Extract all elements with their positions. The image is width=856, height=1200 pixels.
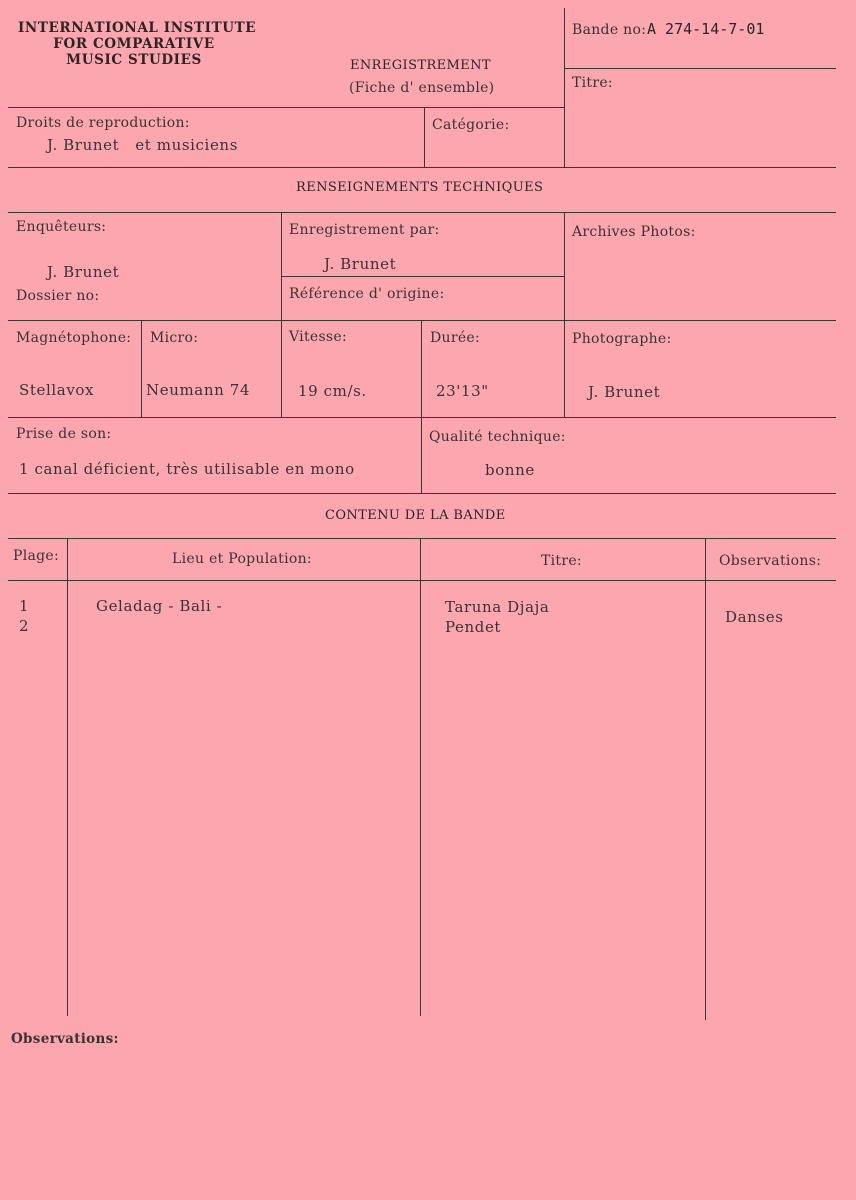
institute-name	[18, 20, 257, 68]
rights-label: Droits de reproduction:	[16, 115, 190, 131]
rule-rights-bottom	[8, 167, 836, 168]
technical-section-title: RENSEIGNEMENTS TECHNIQUES	[296, 180, 544, 195]
row-place: Geladag - Bali -	[96, 597, 223, 615]
contents-section-title: CONTENU DE LA BANDE	[325, 508, 506, 523]
col-header-notes: Observations:	[719, 553, 822, 569]
duration-value: 23'13"	[436, 382, 489, 400]
recorder-value: Stellavox	[19, 381, 95, 399]
col-header-place: Lieu et Population:	[172, 551, 312, 567]
vrule-contents-col1	[67, 538, 68, 1016]
speed-label: Vitesse:	[289, 329, 348, 345]
rule-header-bottom	[8, 107, 564, 108]
investigators-label: Enquêteurs:	[16, 219, 107, 235]
col-header-title: Titre:	[541, 553, 582, 569]
file-number-label: Dossier no:	[16, 288, 100, 304]
institute-line-1: INTERNATIONAL INSTITUTE	[18, 20, 257, 36]
form-subtitle: (Fiche d' ensemble)	[349, 80, 495, 96]
photo-archive-label: Archives Photos:	[572, 224, 696, 240]
recorder-label: Magnétophone:	[16, 330, 132, 346]
mic-label: Micro:	[150, 330, 199, 346]
recorded-by-value: J. Brunet	[324, 255, 397, 273]
rule-contents-header-bottom	[8, 580, 836, 581]
vrule-contents-col2	[420, 538, 421, 1016]
title-label: Titre:	[572, 75, 613, 91]
rule-header-right	[564, 68, 836, 69]
rule-recorded-by-bottom	[281, 276, 564, 277]
rule-tech-row2-bottom	[8, 417, 836, 418]
investigators-value: J. Brunet	[47, 263, 120, 281]
rights-value: J. Brunet et musiciens	[47, 136, 238, 154]
observations-label: Observations:	[11, 1031, 119, 1047]
vrule-micro	[141, 320, 142, 417]
vrule-category	[424, 107, 425, 168]
rule-tech-title-bottom	[8, 212, 836, 213]
vrule-contents-col3	[705, 538, 706, 1020]
technical-quality-label: Qualité technique:	[429, 429, 566, 445]
tape-number-value: A 274-14-7-01	[647, 20, 765, 38]
rule-contents-title-bottom	[8, 538, 836, 539]
vrule-duration	[421, 320, 422, 493]
origin-reference-label: Référence d' origine:	[289, 286, 445, 302]
row-track: 2	[19, 617, 30, 635]
speed-value: 19 cm/s.	[298, 382, 367, 400]
rule-tech-row1-bottom	[8, 320, 836, 321]
mic-value: Neumann 74	[146, 381, 251, 399]
category-label: Catégorie:	[432, 117, 510, 133]
sound-capture-value: 1 canal déficient, très utilisable en mono	[19, 460, 355, 478]
vrule-tech-col4	[564, 212, 565, 417]
duration-label: Durée:	[430, 330, 481, 346]
row-notes: Danses	[725, 608, 784, 626]
photographer-value: J. Brunet	[588, 383, 661, 401]
institute-line-2: FOR COMPARATIVE	[53, 36, 215, 52]
vrule-header-right	[564, 8, 565, 168]
row-title: Pendet	[445, 618, 502, 636]
sound-capture-label: Prise de son:	[16, 426, 112, 442]
technical-quality-value: bonne	[485, 461, 535, 479]
rule-tech-row3-bottom	[8, 493, 836, 494]
vrule-tech-col2	[281, 212, 282, 417]
form-title: ENREGISTREMENT	[350, 58, 491, 73]
tape-number-label: Bande no:	[572, 22, 647, 38]
recorded-by-label: Enregistrement par:	[289, 222, 440, 238]
row-title: Taruna Djaja	[445, 598, 550, 616]
row-track: 1	[19, 597, 30, 615]
photographer-label: Photographe:	[572, 331, 672, 347]
institute-line-3: MUSIC STUDIES	[66, 52, 202, 68]
col-header-track: Plage:	[13, 548, 60, 564]
